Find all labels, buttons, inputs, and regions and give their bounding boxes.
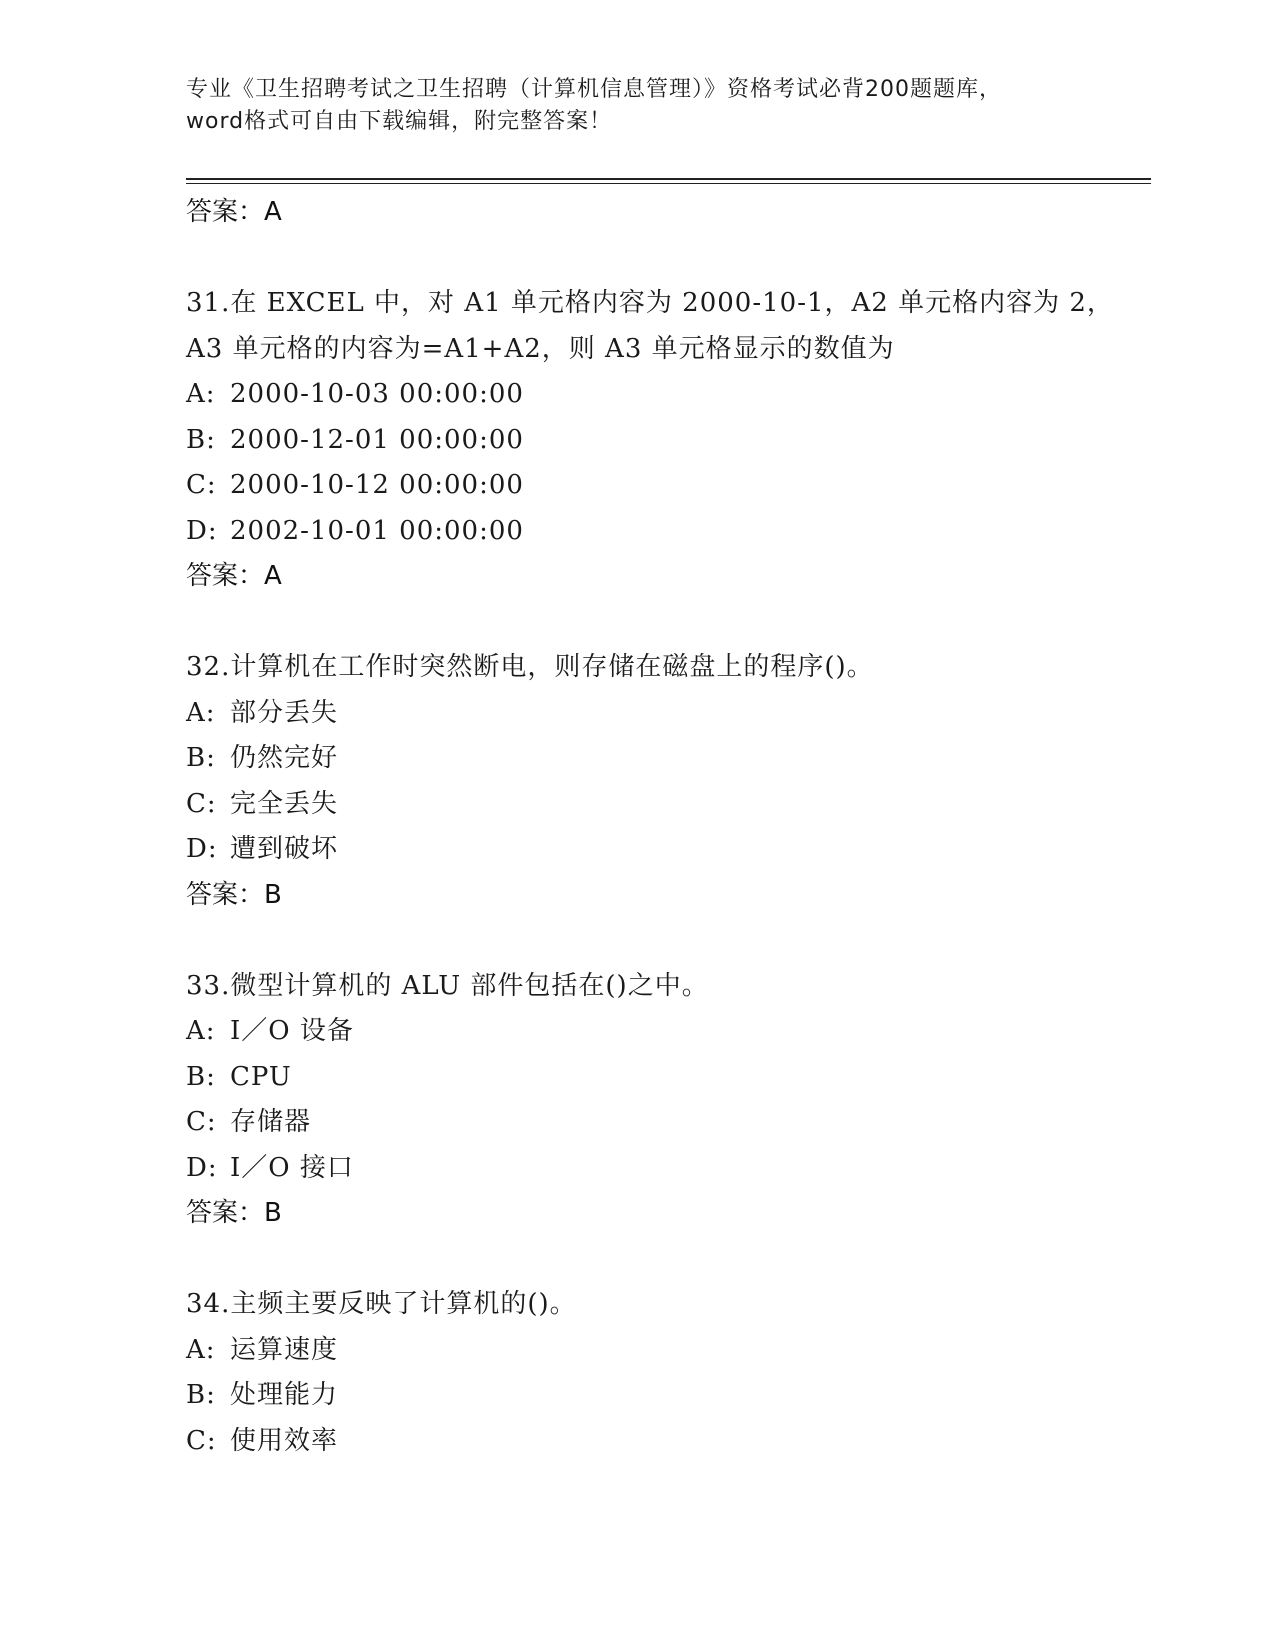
option-key: A: xyxy=(186,1334,216,1365)
question-list xyxy=(186,190,1146,1464)
option-c xyxy=(186,463,1146,509)
option-d xyxy=(186,1146,1146,1192)
option-key: D: xyxy=(186,1152,218,1183)
option-key: A: xyxy=(186,697,216,728)
question-stem: 34.主频主要反映了计算机的()。 xyxy=(186,1289,577,1319)
option-c xyxy=(186,1419,1146,1465)
answer-line: 答案：B xyxy=(186,1198,282,1228)
option-text: CPU xyxy=(230,1061,292,1092)
option-a xyxy=(186,1328,1146,1374)
option-d xyxy=(186,827,1146,873)
option-key: B: xyxy=(186,1061,216,1092)
question-block xyxy=(186,964,1146,1237)
header-divider-thin xyxy=(186,183,1151,184)
option-key: D: xyxy=(186,515,218,546)
option-text: 处理能力 xyxy=(230,1380,339,1410)
option-text: 部分丢失 xyxy=(230,697,339,728)
option-b xyxy=(186,1373,1146,1419)
option-text: I／O 设备 xyxy=(230,1016,354,1046)
option-key: C: xyxy=(186,1425,217,1456)
option-text: 运算速度 xyxy=(230,1334,339,1365)
header-divider xyxy=(186,178,1151,180)
option-text: 2000-12-01 00:00:00 xyxy=(230,424,524,455)
option-b xyxy=(186,1055,1146,1101)
option-text: 仍然完好 xyxy=(230,743,339,773)
answer-line: 答案：B xyxy=(186,879,282,910)
option-key: D: xyxy=(186,834,218,864)
option-c xyxy=(186,782,1146,828)
question-stem: 32.计算机在工作时突然断电，则存储在磁盘上的程序()。 xyxy=(186,652,874,682)
option-text: 存储器 xyxy=(230,1107,312,1137)
option-text: 使用效率 xyxy=(230,1425,339,1456)
option-text: I／O 接口 xyxy=(230,1152,354,1183)
option-a xyxy=(186,372,1146,418)
option-text: 2002-10-01 00:00:00 xyxy=(230,515,524,546)
option-key: C: xyxy=(186,470,217,500)
option-d xyxy=(186,509,1146,555)
option-text: 2000-10-03 00:00:00 xyxy=(230,379,524,409)
option-text: 2000-10-12 00:00:00 xyxy=(230,470,524,500)
answer-line: 答案：A xyxy=(186,197,282,227)
option-a xyxy=(186,1009,1146,1055)
option-key: A: xyxy=(186,379,216,409)
question-stem: A3 单元格的内容为=A1+A2，则 A3 单元格显示的数值为 xyxy=(186,333,895,364)
option-text: 遭到破坏 xyxy=(230,834,339,864)
header-line-2: word格式可自由下载编辑，附完整答案！ xyxy=(186,109,613,134)
question-stem: 33.微型计算机的 ALU 部件包括在()之中。 xyxy=(186,970,709,1001)
option-b xyxy=(186,736,1146,782)
option-text: 完全丢失 xyxy=(230,788,339,819)
question-block xyxy=(186,281,1146,600)
answer-line: 答案：A xyxy=(186,561,282,591)
option-a xyxy=(186,691,1146,737)
option-b xyxy=(186,418,1146,464)
option-key: A: xyxy=(186,1016,216,1046)
option-key: B: xyxy=(186,1380,216,1410)
option-key: C: xyxy=(186,788,217,819)
option-key: B: xyxy=(186,743,216,773)
question-block xyxy=(186,645,1146,918)
option-key: C: xyxy=(186,1107,217,1137)
option-key: B: xyxy=(186,424,216,455)
question-stem: 31.在 EXCEL 中，对 A1 单元格内容为 2000-10-1，A2 单元格内容为 2， xyxy=(186,288,1114,318)
document-header xyxy=(186,74,1086,138)
option-c xyxy=(186,1100,1146,1146)
header-line-1: 专业《卫生招聘考试之卫生招聘（计算机信息管理）》资格考试必背200题题库， xyxy=(186,77,1002,102)
question-block xyxy=(186,1282,1146,1464)
